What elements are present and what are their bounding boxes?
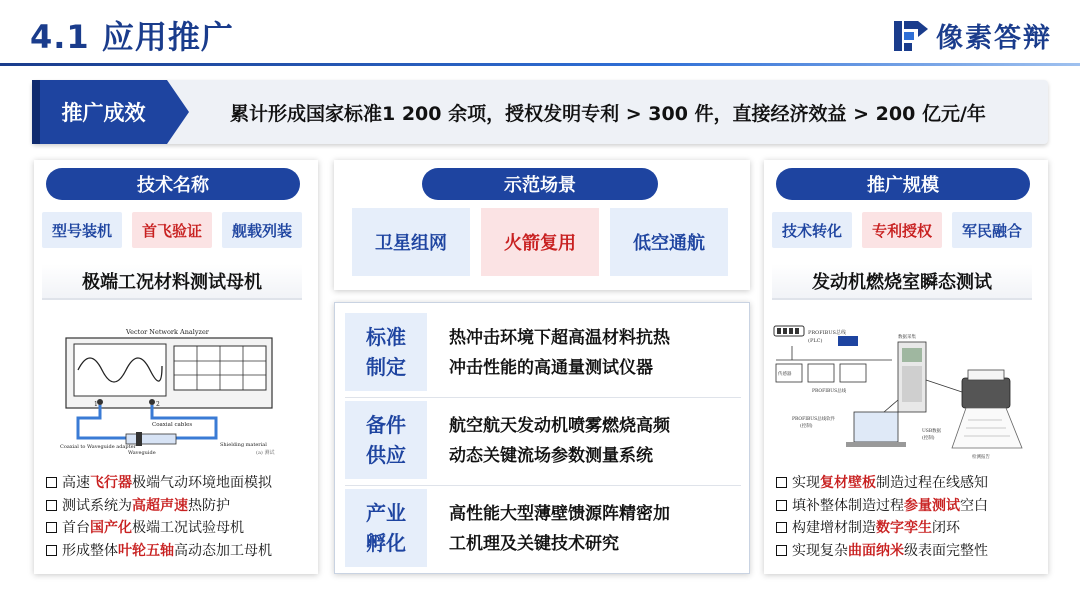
- list-item: 形成整体叶轮五轴高动态加工母机: [46, 540, 272, 563]
- middle-detail-box: [334, 302, 750, 574]
- bus-label-1: PROFIBUS总线: [808, 330, 846, 336]
- summary-banner: [32, 80, 1048, 144]
- list-item: 测试系统为高超声速热防护: [46, 495, 272, 518]
- logo-icon: [892, 19, 930, 53]
- scene-1: 卫星组网: [352, 208, 470, 276]
- detail-divider: [345, 397, 741, 398]
- acquisition-label: 数据采集: [898, 335, 916, 340]
- combustion-test-diagram: [772, 320, 1042, 462]
- detail-text-1: 热冲击环境下超高温材料抗热 冲击性能的高通量测试仪器: [449, 328, 670, 378]
- left-subhead: 极端工况材料测试母机: [42, 264, 302, 300]
- list-item: 首台国产化极端工况试验母机: [46, 517, 272, 540]
- figure-caption: (a) 测试: [256, 450, 275, 456]
- coax-label: Coaxial cables: [152, 422, 193, 428]
- vna-title: Vector Network Analyzer: [126, 328, 209, 336]
- shielding-label: Shielding material: [220, 442, 267, 448]
- usb-label: USB数据: [922, 429, 942, 434]
- middle-panel: [334, 160, 750, 290]
- detail-label-2: 备件 供应: [345, 401, 427, 479]
- detail-text-3: 高性能大型薄壁馈源阵精密加 工机理及关键技术研究: [449, 504, 670, 554]
- banner-tag: 推广成效: [32, 80, 167, 144]
- detail-row-2: [345, 401, 741, 479]
- report-label: 检测报告: [972, 455, 990, 460]
- detail-label-3: 产业 孵化: [345, 489, 427, 567]
- logo: [892, 16, 1052, 55]
- sensor-label: 传感器: [778, 372, 792, 377]
- scene-2: 火箭复用: [481, 208, 599, 276]
- right-subhead: 发动机燃烧室瞬态测试: [772, 264, 1032, 300]
- left-chip-1: 型号装机: [42, 212, 122, 248]
- detail-row-3: [345, 489, 741, 567]
- detail-text-2: 航空航天发动机喷雾燃烧高频 动态关键流场参数测量系统: [449, 416, 670, 466]
- port-2-label: 2: [156, 401, 160, 408]
- right-panel: [764, 160, 1048, 574]
- right-pill: 推广规模: [776, 168, 1030, 200]
- detail-row-1: [345, 313, 741, 391]
- page-title: 4.1 应用推广: [30, 18, 234, 56]
- left-bullets: [46, 472, 272, 562]
- usb-control-label: (控制): [922, 436, 935, 441]
- header-divider: [0, 63, 1080, 66]
- left-chip-3: 舰载列装: [222, 212, 302, 248]
- right-chip-1: 技术转化: [772, 212, 852, 248]
- adapter-label: Coaxial to Waveguide adapter: [60, 444, 136, 450]
- right-bullets: [776, 472, 988, 562]
- right-chip-2: 专利授权: [862, 212, 942, 248]
- software-label: PROFIBUS总线软件: [792, 417, 836, 422]
- detail-label-1: 标准 制定: [345, 313, 427, 391]
- left-panel: [34, 160, 318, 574]
- logo-text: 像素答辩: [936, 23, 1052, 54]
- plc-label: (PLC): [808, 338, 823, 344]
- header: [0, 0, 1080, 64]
- detail-divider: [345, 485, 741, 486]
- list-item: 填补整体制造过程参量测试空白: [776, 495, 988, 518]
- waveguide-label: Waveguide: [128, 450, 156, 456]
- list-item: 构建增材制造数字孪生闭环: [776, 517, 988, 540]
- bus-label-2: PROFIBUS总线: [812, 389, 847, 394]
- vna-diagram: [56, 322, 296, 458]
- port-1-label: 1: [94, 401, 98, 408]
- middle-pill: 示范场景: [422, 168, 658, 200]
- list-item: 高速飞行器极端气动环境地面模拟: [46, 472, 272, 495]
- right-chip-3: 军民融合: [952, 212, 1032, 248]
- left-pill: 技术名称: [46, 168, 300, 200]
- banner-text: 累计形成国家标准1 200 余项，授权发明专利 > 300 件，直接经济效益 > 200 亿元/年: [230, 103, 986, 125]
- list-item: 实现复杂曲面纳米级表面完整性: [776, 540, 988, 563]
- list-item: 实现复材壁板制造过程在线感知: [776, 472, 988, 495]
- banner-arrow: [167, 80, 189, 144]
- software-control-label: (控制): [800, 424, 813, 429]
- scene-3: 低空通航: [610, 208, 728, 276]
- left-chip-2: 首飞验证: [132, 212, 212, 248]
